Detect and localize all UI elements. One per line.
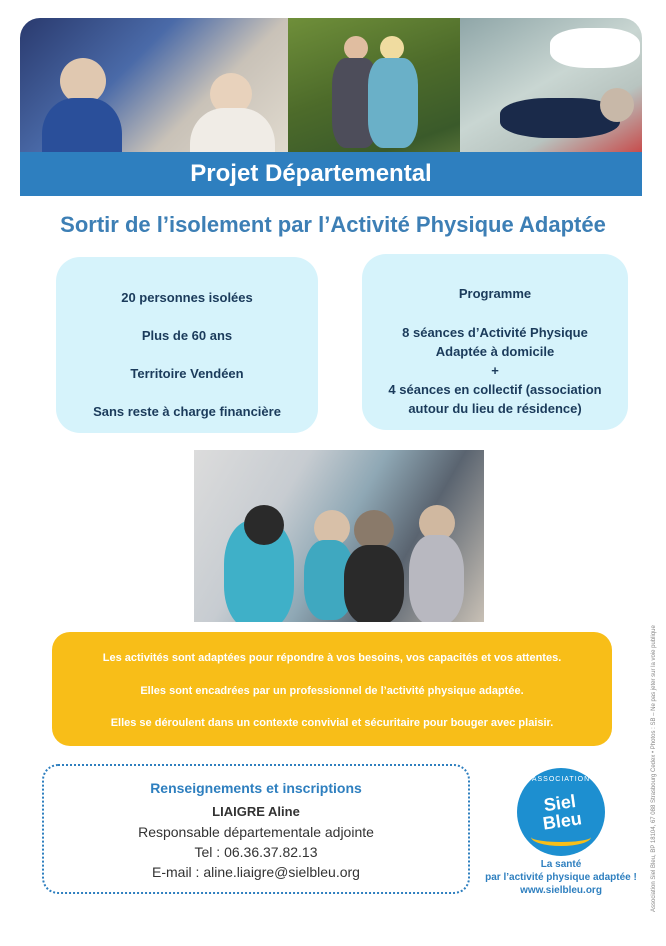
activities-line: Elles sont encadrées par un professionnel de l’activité physique adaptée. — [140, 685, 524, 697]
tagline — [478, 858, 644, 897]
title-band — [20, 152, 642, 196]
program-line: autour du lieu de résidence) — [408, 401, 582, 416]
subtitle: Sortir de l’isolement par l’Activité Physique Adaptée — [60, 212, 606, 237]
eligibility-box — [56, 257, 318, 433]
contact-role: Responsable départementale adjointe — [138, 824, 374, 840]
program-line: + — [491, 363, 499, 378]
siel-bleu-logo — [517, 768, 605, 856]
contact-email: E-mail : aline.liaigre@sielbleu.org — [152, 864, 360, 880]
tagline-line2: par l’activité physique adaptée ! — [485, 872, 637, 883]
tagline-line1: La santé — [540, 859, 582, 870]
logo-brand-line2: Bleu — [541, 808, 583, 834]
activities-box — [52, 632, 612, 746]
program-heading: Programme — [458, 286, 532, 301]
program-line: 4 séances en collectif (association — [388, 382, 602, 397]
eligibility-item: Territoire Vendéen — [130, 366, 244, 381]
website-link[interactable]: www.sielbleu.org — [520, 885, 602, 896]
contact-title: Renseignements et inscriptions — [150, 780, 362, 796]
logo-association-text: ASSOCIATION — [531, 776, 591, 783]
activities-line: Les activités sont adaptées pour répondre à vos besoins, vos capacités et vos attentes. — [102, 652, 562, 664]
contact-phone: Tel : 06.36.37.82.13 — [194, 844, 318, 860]
side-credit — [651, 552, 666, 912]
eligibility-item: Sans reste à charge financière — [93, 404, 281, 419]
eligibility-item: 20 personnes isolées — [121, 290, 253, 305]
program-line: 8 séances d’Activité Physique — [402, 325, 588, 340]
group-exercise-photo — [194, 450, 484, 622]
contact-box — [42, 764, 470, 894]
program-box — [362, 254, 628, 430]
contact-name: LIAIGRE Aline — [212, 804, 300, 819]
eligibility-item: Plus de 60 ans — [141, 328, 233, 343]
logo-brand-line1: Siel — [542, 790, 577, 816]
side-credit-text: Association Siel Bleu, BP 18104, 67 088 Strasbourg Cedex • Photos : SB – Ne pas jeter sur la voie publique — [651, 625, 657, 912]
page-title: Projet Départemental — [190, 160, 432, 187]
program-line: Adaptée à domicile — [435, 344, 555, 359]
logo-swoosh-icon — [531, 828, 591, 846]
activities-line: Elles se déroulent dans un contexte convivial et sécuritaire pour bouger avec plaisir. — [110, 717, 554, 729]
